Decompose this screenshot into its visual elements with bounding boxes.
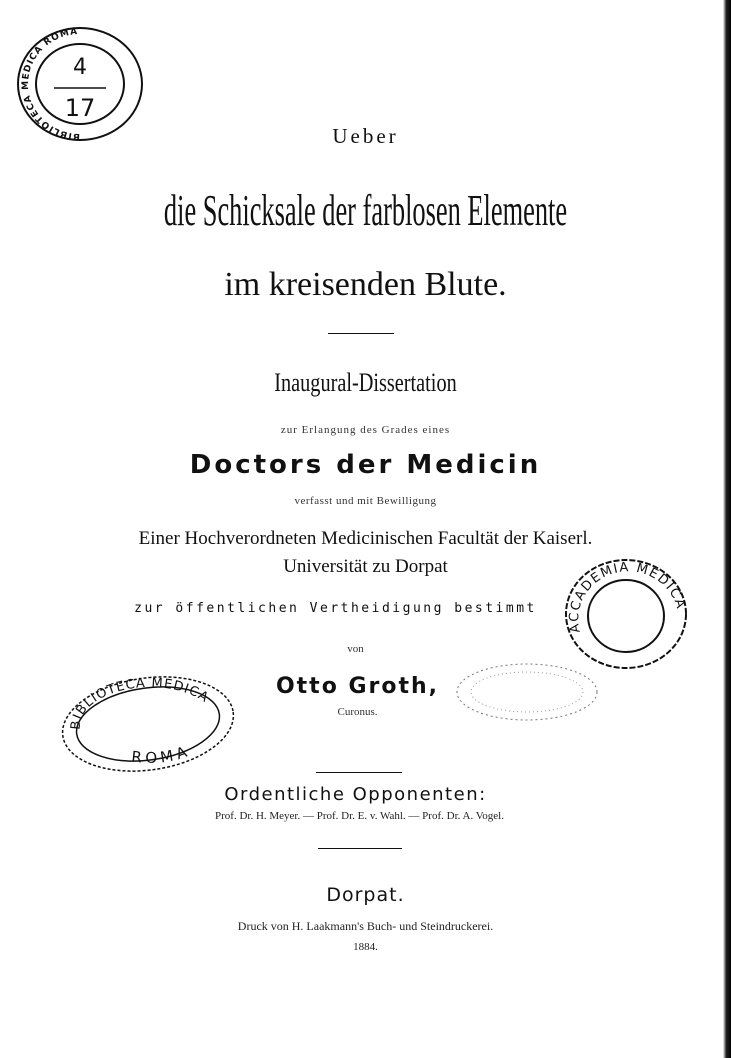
academy-stamp-text: ACCADEMIA MEDICA <box>567 560 689 634</box>
stamp-number-top: 4 <box>73 55 87 80</box>
divider-rule-2 <box>316 772 402 773</box>
year: 1884. <box>353 941 378 953</box>
oval-stamp-top-text: BIBLIOTECA MEDICA <box>68 675 212 731</box>
svg-text:ACCADEMIA MEDICA <box>567 560 688 634</box>
degree-title: Doctors der Medicin <box>189 450 542 480</box>
stamp-number-bottom: 17 <box>64 94 96 122</box>
von-line: von <box>347 643 364 655</box>
erlangung-line: zur Erlangung des Grades eines <box>280 424 451 436</box>
author-name: Otto Groth, <box>275 674 440 699</box>
dissertation-heading: Inaugural-Dissertation <box>274 368 457 397</box>
divider-rule-1 <box>328 333 394 334</box>
oval-stamp-bottom-text: ROMA <box>130 741 193 767</box>
main-title: die Schicksale der farblosen Elemente <box>163 186 568 235</box>
defense-line: zur öffentlichen Vertheidigung bestimmt <box>134 601 537 616</box>
divider-rule-3 <box>318 848 402 849</box>
title-ueber: Ueber <box>332 124 399 148</box>
subtitle: im kreisenden Blute. <box>224 266 507 303</box>
faculty-line-2: Universität zu Dorpat <box>283 556 448 577</box>
academy-stamp-right <box>560 554 690 674</box>
printer-line: Druck von H. Laakmann's Buch- und Steindruckerei. <box>237 919 494 933</box>
svg-text:BIBLIOTECA MEDICA <box>69 676 212 730</box>
stamp-ring-text: BIBLIOTECA MEDICA ROMA <box>20 26 81 142</box>
opponents-list: Prof. Dr. H. Meyer. — Prof. Dr. E. v. Wahl. — Prof. Dr. A. Vogel. <box>215 810 504 822</box>
opponents-heading: Ordentliche Opponenten: <box>224 784 487 805</box>
library-stamp-oval <box>58 670 238 774</box>
city: Dorpat. <box>326 884 405 906</box>
author-origin: Curonus. <box>337 706 378 718</box>
faculty-line-1: Einer Hochverordneten Medicinischen Facultät der Kaiserl. <box>138 528 593 549</box>
verfasst-line: verfasst und mit Bewilligung <box>294 495 437 507</box>
